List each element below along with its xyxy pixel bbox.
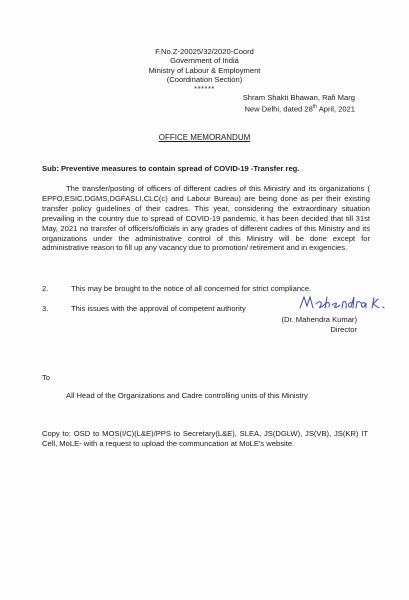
paragraph-1: The transfer/posting of officers of different cadres of this Ministry and its organizations ( EPFO,ESIC,DGMS,DGFASLI,CLC(c) and Labour Bureau) are being done as per their existing transfer policy guidelines of their cadres. This year, considering the extraordinary situation prevailing in the country due to spread of COVID-19 pandemic, it has been decided that till 31st May, 2021 no transfer of officers/officials in any grades of different cadres of this Ministry and its organizations under the administrative control of this Ministry will be done except for administrative reason to fill up any vacancy due to promotion/ retirement and in exigencies. [42,184,370,253]
section-line: (Coordination Section) [166,75,243,85]
address-line: Shram Shakti Bhawan, Rafi Marg [242,93,355,102]
date-suffix: April, 2021 [317,104,355,114]
file-number: F.No.Z-20025/32/2020-Coord [155,47,254,56]
signatory-designation: Director [330,324,357,334]
paragraph-3: This issues with the approval of competent authority [71,304,246,313]
to-label: To [42,373,51,382]
copy-to-text: Copy to: OSD to MOS(I/C)(L&E)/PPS to Secretary(L&E), SLEA, JS(DGLW), JS(VB), JS(KR) IT Cell, MoLE- with a request to upload the communcation at MoLE's website. [42,429,368,448]
memo-title: OFFICE MEMORANDUM [158,133,251,142]
handwritten-signature [298,293,388,313]
government-line: Government of India [170,56,239,66]
place-and-date [243,93,355,114]
addressee-text: All Head of the Organizations and Cadre controlling units of this Ministry [66,391,308,400]
signatory-block [281,315,357,334]
signatory-name: (Dr. Mahendra Kumar) [281,315,357,324]
ministry-line: Ministry of Labour & Employment [148,65,261,75]
letterhead [0,47,409,92]
stars-divider: ****** [194,83,215,93]
paragraph-3-number: 3. [42,304,49,313]
date-ordinal: th [312,103,317,110]
paragraph-2-number: 2. [42,284,49,293]
subject-line: Sub: Preventive measures to contain spread of COVID-19 -Transfer reg. [42,164,300,173]
date-line [243,103,355,114]
paragraph-2: This may be brought to the notice of all concerned for strict compliance. [71,284,312,293]
date-prefix: New Delhi, dated 28 [244,104,313,114]
